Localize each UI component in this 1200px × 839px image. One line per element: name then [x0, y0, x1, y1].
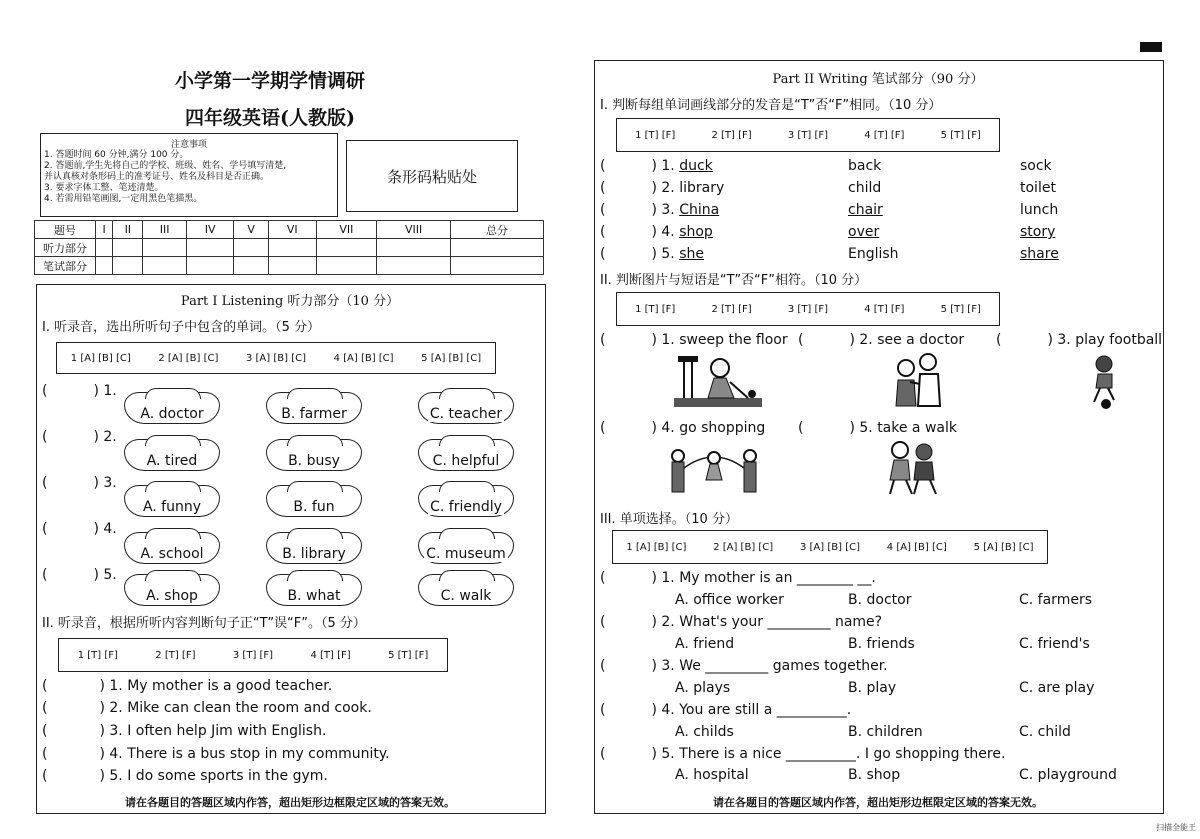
word: shop: [679, 224, 713, 240]
part2-q2-answer-box[interactable]: [616, 292, 1000, 326]
score-header: 总分: [451, 221, 544, 239]
list-item: ( ) 5. she: [600, 246, 704, 262]
picture-sweep-floor: [670, 354, 766, 410]
answer-choice[interactable]: 2 [T] [F]: [711, 129, 752, 141]
answer-choice[interactable]: 5 [T] [F]: [940, 303, 981, 315]
part2-q3-title: III. 单项选择。（10 分）: [600, 512, 738, 527]
notice-line: 1. 答题时间 60 分钟,满分 100 分。: [44, 150, 189, 160]
score-cell[interactable]: [316, 257, 377, 275]
list-item: ( ) 1.: [42, 383, 117, 399]
score-table: [34, 220, 544, 275]
word: toilet: [1020, 180, 1056, 196]
option: A. childs: [675, 724, 734, 740]
option: B. children: [848, 724, 923, 740]
option-cloud: C. walk: [418, 574, 514, 606]
option-cloud: B. fun: [266, 485, 362, 517]
score-header: VI: [268, 221, 316, 239]
word: English: [848, 246, 899, 262]
score-cell[interactable]: [377, 257, 451, 275]
word: library: [679, 180, 725, 196]
score-header: I: [96, 221, 113, 239]
option: B. play: [848, 680, 897, 696]
part1-q2-answer-box[interactable]: [58, 638, 448, 672]
score-cell[interactable]: [113, 239, 143, 257]
option: A. friend: [675, 636, 735, 652]
list-item: ( ) 2.: [42, 429, 117, 445]
word: child: [848, 180, 882, 196]
notice-box: [40, 133, 338, 217]
part1-q2-title: II. 听录音，根据所听内容判断句子正“T”误“F”。（5 分）: [42, 616, 366, 631]
notice-line: 3. 要求字体工整、笔迹清楚。: [44, 183, 164, 193]
list-item: ( ) 1. sweep the floor: [600, 332, 788, 348]
word: sock: [1020, 158, 1052, 174]
score-header: V: [234, 221, 268, 239]
word: duck: [679, 158, 713, 174]
list-item: ( ) 3.: [42, 475, 117, 491]
option: C. are play: [1019, 680, 1095, 696]
answer-choice[interactable]: 4 [T] [F]: [310, 649, 351, 661]
part2-footer: 请在各题目的答题区域内作答，超出矩形边框限定区域的答案无效。: [713, 796, 1043, 809]
score-cell[interactable]: [451, 239, 544, 257]
list-item: ( ) 4. There is a bus stop in my community.: [42, 746, 390, 762]
option: C. farmers: [1019, 592, 1092, 608]
exam-title: 小学第一学期学情调研: [174, 70, 365, 92]
answer-choice[interactable]: 5 [A] [B] [C]: [421, 352, 482, 364]
option-cloud: B. what: [266, 574, 362, 606]
picture-play-football: [1084, 354, 1124, 410]
list-item: ( ) 3. I often help Jim with English.: [42, 723, 327, 739]
answer-choice[interactable]: 4 [A] [B] [C]: [886, 541, 947, 553]
score-header: III: [143, 221, 186, 239]
option-cloud: A. doctor: [124, 392, 220, 424]
score-header: II: [113, 221, 143, 239]
option-cloud: C. museum: [418, 532, 514, 564]
list-item: ( ) 3. We _________ games together.: [600, 658, 888, 674]
score-cell[interactable]: [186, 257, 234, 275]
score-header: VII: [316, 221, 377, 239]
option: A. hospital: [675, 767, 749, 783]
part2-q1-title: I. 判断每组单词画线部分的发音是“T”否“F”相同。（10 分）: [600, 98, 942, 113]
score-cell[interactable]: [234, 257, 268, 275]
score-cell[interactable]: [143, 257, 186, 275]
option-cloud: A. tired: [124, 439, 220, 471]
score-cell[interactable]: [268, 257, 316, 275]
option: C. child: [1019, 724, 1071, 740]
word: China: [679, 202, 720, 218]
answer-choice[interactable]: 1 [T] [F]: [635, 303, 676, 315]
answer-choice[interactable]: 3 [T] [F]: [787, 303, 829, 315]
barcode-area: [346, 140, 518, 212]
score-cell[interactable]: [96, 239, 113, 257]
part2-q1-answer-box[interactable]: [616, 118, 1000, 152]
part2-title: Part II Writing 笔试部分（90 分）: [772, 72, 984, 87]
list-item: ( ) 5.: [42, 567, 117, 583]
answer-choice[interactable]: 4 [T] [F]: [864, 129, 905, 141]
score-header: IV: [186, 221, 234, 239]
barcode-label: 条形码粘贴处: [386, 167, 477, 186]
answer-choice[interactable]: 2 [A] [B] [C]: [158, 352, 219, 364]
notice-line: 4. 若需用铅笔画图,一定用黑色笔描黑。: [44, 194, 203, 204]
exam-subtitle: 四年级英语(人教版): [185, 107, 355, 129]
list-item: ( ) 2. Mike can clean the room and cook.: [42, 700, 372, 716]
picture-take-walk: [884, 440, 940, 496]
list-item: ( ) 4. shop: [600, 224, 713, 240]
answer-choice[interactable]: 1 [T] [F]: [635, 129, 676, 141]
option-cloud: A. funny: [124, 485, 220, 517]
score-header: VIII: [377, 221, 451, 239]
list-item: ( ) 5. take a walk: [798, 420, 957, 436]
answer-choice[interactable]: 3 [T] [F]: [232, 649, 274, 661]
notice-heading: 注意事项: [170, 140, 207, 150]
answer-choice[interactable]: 2 [T] [F]: [155, 649, 196, 661]
word: she: [679, 246, 704, 262]
answer-choice[interactable]: 2 [A] [B] [C]: [713, 541, 774, 553]
list-item: ( ) 1. My mother is an ________ __.: [600, 570, 876, 586]
option: B. shop: [848, 767, 901, 783]
score-cell[interactable]: [377, 239, 451, 257]
score-cell[interactable]: [316, 239, 377, 257]
picture-go-shopping: [664, 446, 764, 496]
word: lunch: [1020, 202, 1059, 218]
corner-mark: [1140, 42, 1162, 52]
notice-line: 并认真核对条形码上的准考证号、姓名及科目是否正确。: [44, 172, 270, 182]
list-item: ( ) 3. China: [600, 202, 720, 218]
option: C. friend's: [1019, 636, 1090, 652]
option: A. plays: [675, 680, 731, 696]
answer-choice[interactable]: 5 [T] [F]: [940, 129, 981, 141]
answer-choice[interactable]: 4 [T] [F]: [864, 303, 905, 315]
option-cloud: A. school: [124, 532, 220, 564]
answer-choice[interactable]: 1 [T] [F]: [77, 649, 118, 661]
answer-choice[interactable]: 1 [A] [B] [C]: [626, 541, 687, 553]
part1-title: Part I Listening 听力部分（10 分）: [180, 294, 400, 309]
word: chair: [848, 202, 883, 218]
answer-choice[interactable]: 3 [T] [F]: [787, 129, 829, 141]
list-item: ( ) 4. You are still a __________.: [600, 702, 852, 718]
list-item: ( ) 2. What's your _________ name?: [600, 614, 883, 630]
list-item: ( ) 1. duck: [600, 158, 713, 174]
part1-footer: 请在各题目的答题区域内作答，超出矩形边框限定区域的答案无效。: [125, 796, 455, 809]
option-cloud: B. busy: [266, 439, 362, 471]
scanner-watermark: 扫描全能王: [1156, 823, 1196, 832]
option-cloud: B. farmer: [266, 392, 362, 424]
option: B. friends: [848, 636, 915, 652]
answer-choice[interactable]: 5 [A] [B] [C]: [973, 541, 1034, 553]
answer-choice[interactable]: 1 [A] [B] [C]: [70, 352, 131, 364]
option: B. doctor: [848, 592, 912, 608]
option-cloud: C. helpful: [418, 439, 514, 471]
score-cell[interactable]: [234, 239, 268, 257]
score-row-label: 听力部分: [35, 239, 96, 257]
score-cell[interactable]: [113, 257, 143, 275]
option-cloud: C. teacher: [418, 392, 514, 424]
score-header: 题号: [35, 221, 96, 239]
answer-choice[interactable]: 3 [A] [B] [C]: [799, 541, 860, 553]
list-item: ( ) 5. There is a nice __________. I go shopping there.: [600, 746, 1006, 762]
picture-see-doctor: [888, 352, 948, 410]
part2-q3-answer-box[interactable]: [612, 530, 1048, 564]
option: C. playground: [1019, 767, 1117, 783]
score-cell[interactable]: [186, 239, 234, 257]
option-cloud: B. library: [266, 532, 362, 564]
answer-choice[interactable]: 5 [T] [F]: [388, 649, 429, 661]
part2-q2-title: II. 判断图片与短语是“T”否“F”相符。（10 分）: [600, 273, 868, 288]
option: A. office worker: [675, 592, 784, 608]
list-item: ( ) 1. My mother is a good teacher.: [42, 678, 333, 694]
score-cell[interactable]: [268, 239, 316, 257]
option-cloud: A. shop: [124, 574, 220, 606]
list-item: ( ) 4. go shopping: [600, 420, 766, 436]
word: share: [1020, 246, 1059, 262]
score-cell[interactable]: [451, 257, 544, 275]
list-item: ( ) 3. play football: [996, 332, 1163, 348]
score-row-label: 笔试部分: [35, 257, 96, 275]
notice-line: 2. 答题前,学生先将自己的学校、班级、姓名、学号填写清楚,: [44, 161, 287, 171]
list-item: ( ) 2. library: [600, 180, 725, 196]
part1-q1-answer-box[interactable]: [56, 342, 496, 374]
word: over: [848, 224, 880, 240]
list-item: ( ) 5. I do some sports in the gym.: [42, 768, 328, 784]
score-cell[interactable]: [143, 239, 186, 257]
option-cloud: C. friendly: [418, 485, 514, 517]
list-item: ( ) 2. see a doctor: [798, 332, 965, 348]
answer-choice[interactable]: 3 [A] [B] [C]: [245, 352, 306, 364]
word: story: [1020, 224, 1056, 240]
part1-q1-title: I. 听录音，选出所听句子中包含的单词。（5 分）: [42, 320, 321, 335]
list-item: ( ) 4.: [42, 521, 117, 537]
word: back: [848, 158, 882, 174]
score-cell[interactable]: [96, 257, 113, 275]
answer-choice[interactable]: 4 [A] [B] [C]: [333, 352, 394, 364]
answer-choice[interactable]: 2 [T] [F]: [711, 303, 752, 315]
